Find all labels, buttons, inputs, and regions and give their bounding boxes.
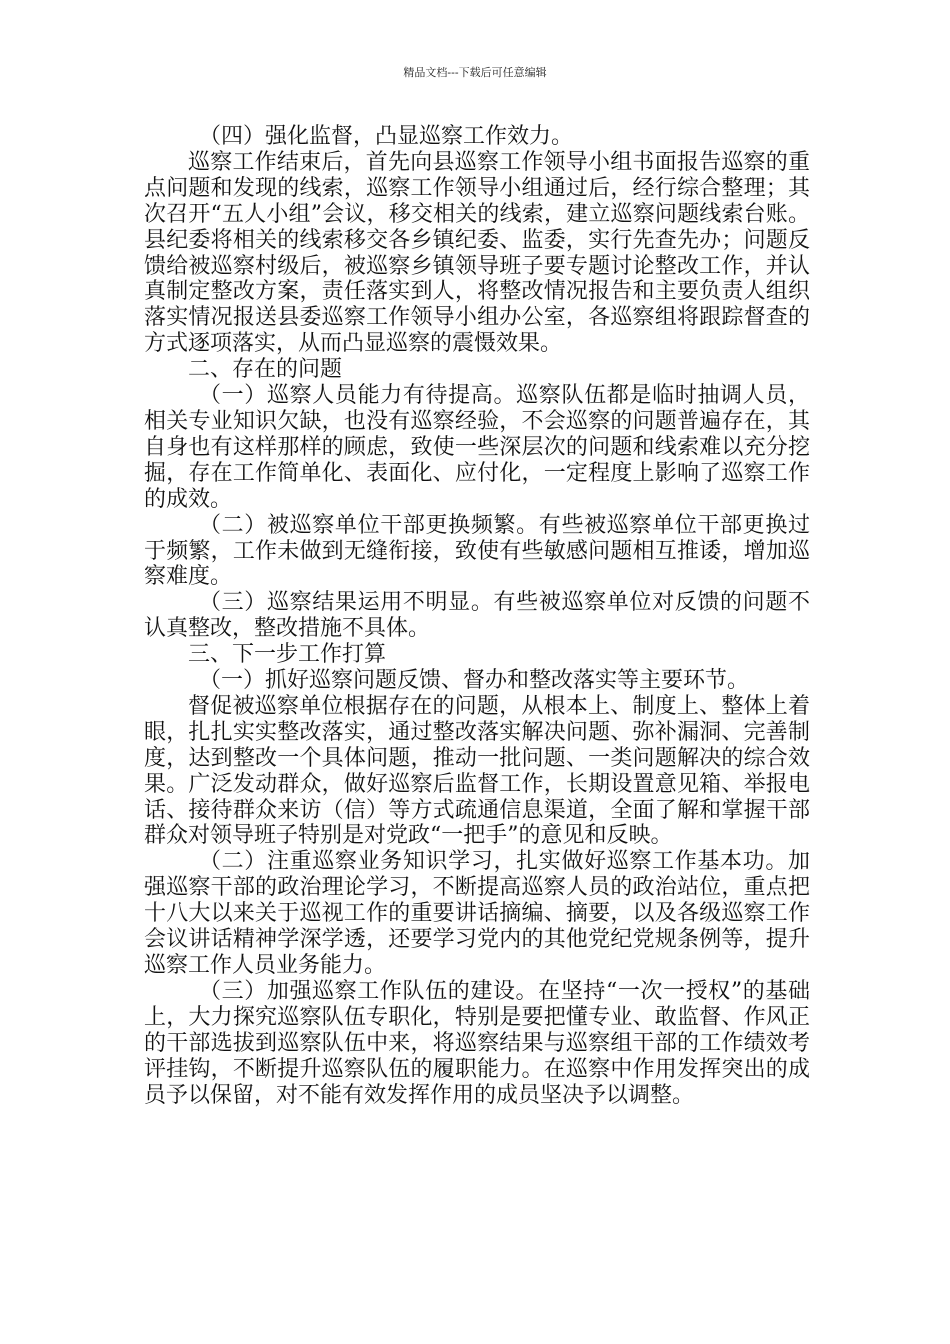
paragraph-problem-3: （三）巡察结果运用不明显。有些被巡察单位对反馈的问题不认真整改，整改措施不具体。 [144,590,810,642]
paragraph-next-step-3: （三）加强巡察工作队伍的建设。在坚持“一次一授权”的基础上，大力探究巡察队伍专职化，特别是要把懂专业、敢监督、作风正的干部选拔到巡察队伍中来，将巡察结果与巡察组干部的工作绩效考评挂钩，不断提升巡察队伍的履职能力。在巡察中作用发挥突出的成员予以保留，对不能有效发挥作用的成员坚决予以调整。 [144,978,810,1108]
paragraph-inspection-reporting: 巡察工作结束后，首先向县巡察工作领导小组书面报告巡察的重点问题和发现的线索，巡察工作领导小组通过后，经行综合整理；其次召开“五人小组”会议，移交相关的线索，建立巡察问题线索台账。县纪委将相关的线索移交各乡镇纪委、监委，实行先查先办；问题反馈给被巡察村级后，被巡察乡镇领导班子要专题讨论整改工作，并认真制定整改方案，责任落实到人，将整改情况报告和主要负责人组织落实情况报送县委巡察工作领导小组办公室，各巡察组将跟踪督查的方式逐项落实，从而凸显巡察的震慑效果。 [144,149,810,357]
section-heading-existing-problems: 二、存在的问题 [188,357,343,383]
section-heading-next-steps: 三、下一步工作打算 [188,642,387,668]
paragraph-next-step-2: （二）注重巡察业务知识学习，扎实做好巡察工作基本功。加强巡察干部的政治理论学习，不断提高巡察人员的政治站位，重点把十八大以来关于巡视工作的重要讲话摘编、摘要，以及各级巡察工作会议讲话精神学深学透，还要学习党内的其他党纪党规条例等，提升巡察工作人员业务能力。 [144,849,810,978]
paragraph-next-step-1: 督促被巡察单位根据存在的问题，从根本上、制度上、整体上着眼，扎扎实实整改落实，通过整改落实解决问题、弥补漏洞、完善制度，达到整改一个具体问题，推动一批问题、一类问题解决的综合效果。广泛发动群众，做好巡察后监督工作，长期设置意见箱、举报电话、接待群众来访（信）等方式疏通信息渠道，全面了解和掌握干部群众对领导班子特别是对党政“一把手”的意见和反映。 [144,693,810,849]
paragraph-problem-1: （一）巡察人员能力有待提高。巡察队伍都是临时抽调人员，相关专业知识欠缺，也没有巡察经验，不会巡察的问题普遍存在，其自身也有这样那样的顾虑，致使一些深层次的问题和线索难以充分挖掘，存在工作简单化、表面化、应付化，一定程度上影响了巡察工作的成效。 [144,383,810,512]
paragraph-problem-2: （二）被巡察单位干部更换频繁。有些被巡察单位干部更换过于频繁，工作未做到无缝衔接，致使有些敏感问题相互推诿，增加巡察难度。 [144,512,810,590]
subheading-next-step-1: （一）抓好巡察问题反馈、督办和整改落实等主要环节。 [199,668,750,694]
document-body [144,124,810,1108]
page-header: 精品文档---下载后可任意编辑 [403,66,547,79]
section-heading-strengthen-supervision: （四）强化监督，凸显巡察工作效力。 [199,124,574,149]
